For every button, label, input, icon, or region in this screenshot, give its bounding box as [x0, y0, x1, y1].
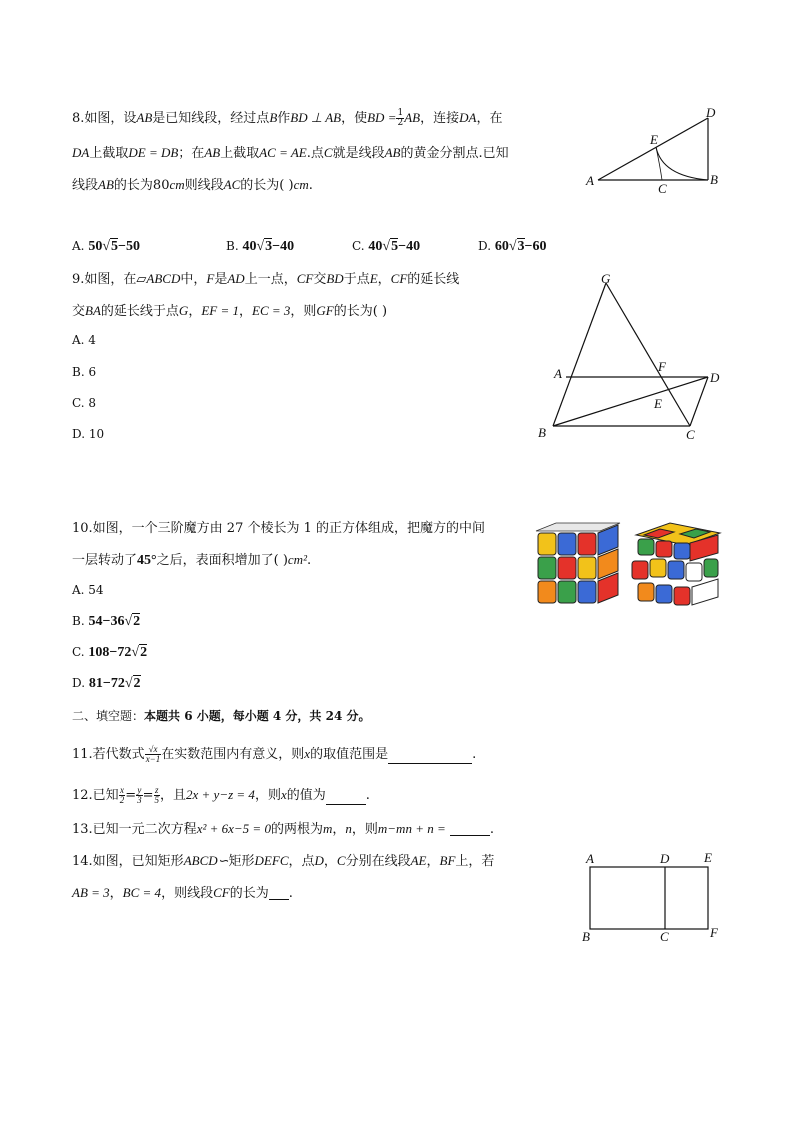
q14-figure [578, 848, 728, 946]
q12-answer-blank[interactable] [326, 792, 366, 805]
q14-label-c: C [660, 929, 669, 944]
q9-segment-bd [553, 377, 708, 426]
q13-answer-blank[interactable] [450, 823, 490, 836]
q13-line: 13.已知一元二次方程x² + 6x−5 = 0的两根为m，n，则m−mn + n = . [72, 821, 495, 837]
q8-arc-eb [656, 147, 708, 180]
q8-line3: 线段AB的长为80cm则线段AC的长为( )cm. [72, 177, 313, 193]
q8-line1: 8.如图，设AB是已知线段，经过点B作BD ⊥ AB，使BD = $\frac{1}{2}$ AB，连接DA，在 [72, 108, 503, 128]
q9-option-b: B. 6 [72, 365, 97, 379]
q8-label-d: D [706, 105, 716, 120]
q8-option-c: C. 40√5−40 [352, 239, 421, 254]
q9-figure [530, 265, 730, 445]
q9-label-c: C [686, 427, 695, 442]
q10-line1: 10.如图，一个三阶魔方由 27 个棱长为 1 的正方体组成，把魔方的中间 [72, 521, 486, 536]
q11-answer-blank[interactable] [388, 751, 472, 764]
q9-line2: 交BA的延长线于点G，EF = 1，EC = 3，则GF的长为( ) [72, 303, 388, 319]
q14-label-f: F [710, 925, 718, 940]
q8-label-a: A [586, 173, 594, 188]
q10-option-c: C. 108−72√2 [72, 645, 148, 660]
q9-option-d: D. 10 [72, 427, 105, 441]
q9-label-g: G [601, 271, 611, 286]
rubiks-cube-image [528, 519, 623, 609]
q9-option-c: C. 8 [72, 396, 97, 410]
q9-label-d: D [710, 370, 720, 385]
q9-segment-gc [606, 283, 690, 426]
q14-label-a: A [586, 851, 594, 866]
q8-option-d: D. 60√3−60 [478, 239, 547, 254]
q9-option-a: A. 4 [72, 333, 96, 347]
q8-figure [580, 104, 730, 196]
q14-line1: 14.如图，已知矩形ABCD∽矩形DEFC，点D，C分别在线段AE，BF上，若 [72, 853, 495, 869]
q8-label-e: E [650, 132, 658, 147]
q9-segment-cd [690, 377, 708, 426]
q11-line: 11.若代数式 $\frac{√x}{x-1}$ 在实数范围内有意义，则x的取值范围是 . [72, 744, 477, 764]
q9-label-a: A [554, 366, 562, 381]
q8-label-b: B [710, 172, 718, 187]
q10-line2: 一层转动了45°之后，表面积增加了( )cm². [72, 552, 312, 568]
q12-line: 12.已知 $\frac{x}{2}$ = $\frac{y}{3}$ = $\frac{z}{5}$ ，且2x + y−z = 4，则x的值为 . [72, 785, 370, 805]
q9-line1: 9.如图，在▱ABCD中，F是AD上一点，CF交BD于点E，CF的延长线 [72, 271, 460, 287]
q14-answer-blank[interactable] [269, 887, 289, 900]
q10-option-b: B. 54−36√2 [72, 614, 141, 629]
q8-arc-ec [656, 147, 662, 180]
q10-option-d: D. 81−72√2 [72, 676, 141, 691]
q10-option-a: A. 54 [72, 583, 104, 597]
q14-label-b: B [582, 929, 590, 944]
q9-label-e: E [654, 396, 662, 411]
q14-outer-rectangle [590, 867, 708, 929]
rotated-rubiks-cube-image [630, 519, 725, 614]
q8-line2: DA上截取DE = DB；在AB上截取AC = AE.点C就是线段AB的黄金分割点.已知 [72, 145, 509, 161]
q9-segment-gb [553, 283, 606, 426]
q8-option-b: B. 40√3−40 [226, 239, 295, 254]
q14-label-d: D [660, 851, 670, 866]
q8-label-c: C [658, 181, 667, 196]
q9-label-f: F [658, 359, 666, 374]
q14-line2: AB = 3，BC = 4，则线段CF的长为 . [72, 885, 293, 901]
q8-option-a: A. 50√5−50 [72, 239, 140, 254]
q8-segment-ad [598, 118, 708, 180]
section-2-heading: 二、填空题：本题共 6 小题，每小题 4 分，共 24 分。 [72, 709, 371, 723]
q14-label-e: E [704, 850, 712, 865]
q9-label-b: B [538, 425, 546, 440]
